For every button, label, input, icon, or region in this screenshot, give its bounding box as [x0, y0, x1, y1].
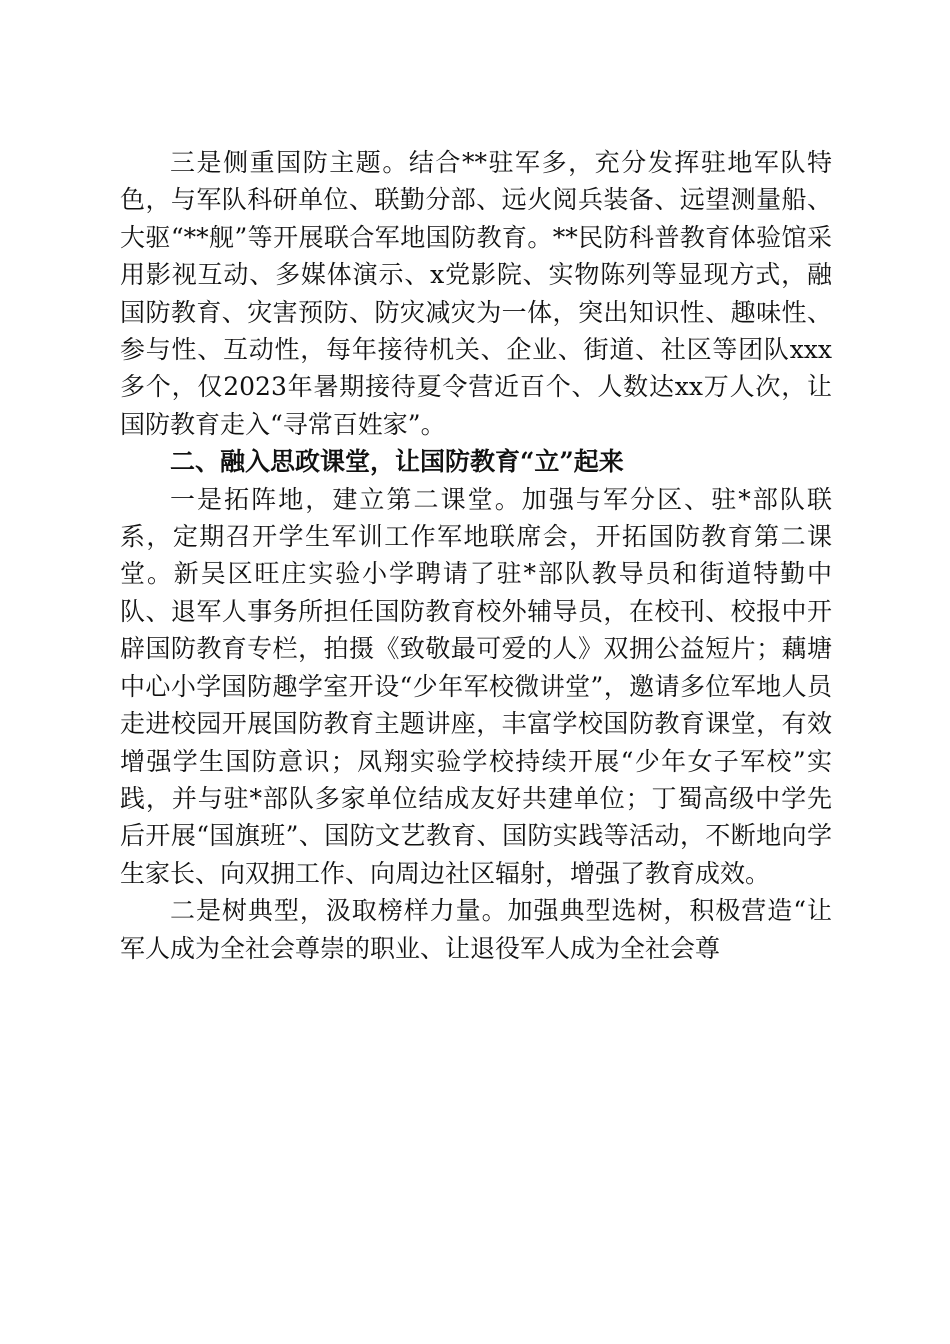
paragraph-national-defense-theme: 三是侧重国防主题。结合**驻军多，充分发挥驻地军队特色，与军队科研单位、联勤分部、远火阅兵装备、远望测量船、大驱“**舰”等开展联合军地国防教育。**民防科普教育体验馆采用影视互动、多媒体演示、x党影院、实物陈列等显现方式，融国防教育、灾害预防、防灾减灾为一体，突出知识性、趣味性、参与性、互动性，每年接待机关、企业、街道、社区等团队xxx多个，仅2023年暑期接待夏令营近百个、人数达xx万人次，让国防教育走入“寻常百姓家”。 — [120, 148, 832, 439]
paragraph-second-classroom: 一是拓阵地，建立第二课堂。加强与军分区、驻*部队联系，定期召开学生军训工作军地联席会，开拓国防教育第二课堂。新吴区旺庄实验小学聘请了驻*部队教导员和街道特勤中队、退军人事务所担任国防教育校外辅导员，在校刊、校报中开辟国防教育专栏，拍摄《致敬最可爱的人》双拥公益短片；藕塘中心小学国防趣学室开设“少年军校微讲堂”，邀请多位军地人员走进校园开展国防教育主题讲座，丰富学校国防教育课堂，有效增强学生国防意识；凤翔实验学校持续开展“少年女子军校”实践，并与驻*部队多家单位结成友好共建单位；丁蜀高级中学先后开展“国旗班”、国防文艺教育、国防实践等活动，不断地向学生家长、向双拥工作、向周边社区辐射，增强了教育成效。 — [120, 484, 832, 888]
section-heading-ideological-classroom: 二、融入思政课堂，让国防教育“立”起来 — [170, 447, 624, 477]
paragraph-role-models: 二是树典型，汲取榜样力量。加强典型选树，积极营造“让军人成为全社会尊崇的职业、让退役军人成为全社会尊 — [120, 896, 832, 963]
document-body — [120, 144, 832, 967]
